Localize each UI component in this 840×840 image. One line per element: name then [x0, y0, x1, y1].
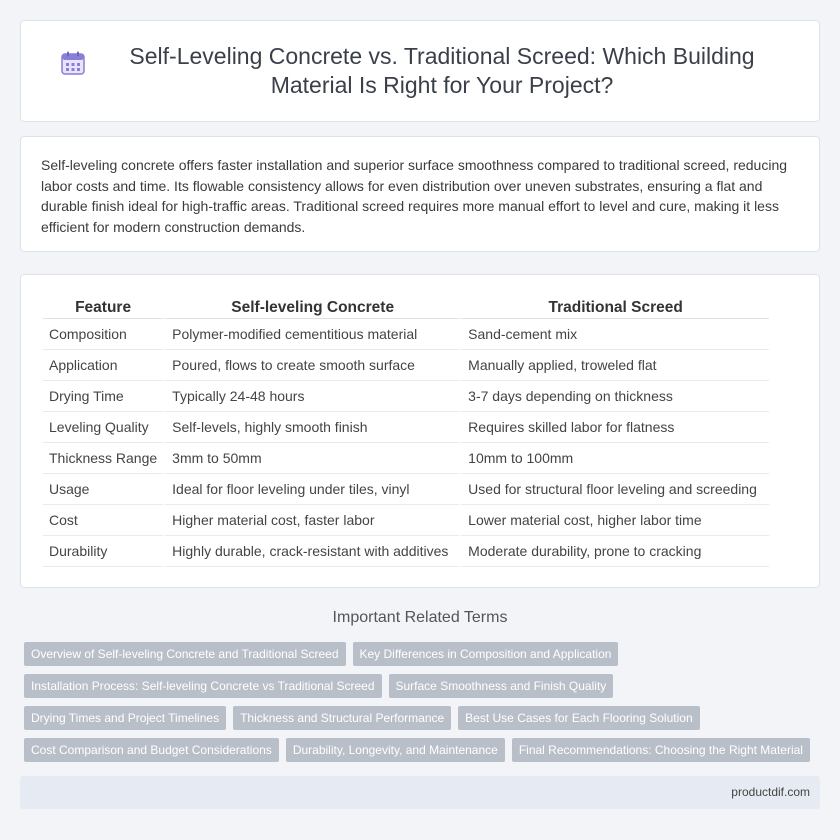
table-cell: Application: [43, 350, 163, 381]
related-term-tag[interactable]: Installation Process: Self-leveling Concrete vs Traditional Screed: [24, 674, 382, 698]
related-term-tag[interactable]: Final Recommendations: Choosing the Right Material: [512, 738, 810, 762]
related-term-tag[interactable]: Overview of Self-leveling Concrete and Traditional Screed: [24, 642, 346, 666]
related-term-tag[interactable]: Thickness and Structural Performance: [233, 706, 451, 730]
table-cell: Poured, flows to create smooth surface: [163, 350, 459, 381]
footer-site-link[interactable]: productdif.com: [731, 785, 810, 799]
table-cell: Lower material cost, higher labor time: [459, 505, 769, 536]
table-row: [43, 412, 769, 443]
table-cell: Polymer-modified cementitious material: [163, 319, 459, 350]
header-traditional: Traditional Screed: [459, 297, 769, 319]
tag-row: [24, 642, 824, 666]
related-term-tag[interactable]: Cost Comparison and Budget Considerations: [24, 738, 279, 762]
table-row: [43, 443, 769, 474]
table-cell: Ideal for floor leveling under tiles, vinyl: [163, 474, 459, 505]
table-cell: Usage: [43, 474, 163, 505]
table-cell: Drying Time: [43, 381, 163, 412]
table-cell: Highly durable, crack-resistant with additives: [163, 536, 459, 567]
tag-row: [24, 738, 824, 762]
table-cell: Durability: [43, 536, 163, 567]
related-terms-list: [24, 642, 824, 770]
comparison-table: [43, 297, 769, 567]
header-feature: Feature: [43, 297, 163, 319]
related-term-tag[interactable]: Drying Times and Project Timelines: [24, 706, 226, 730]
title-card: [20, 20, 820, 122]
related-term-tag[interactable]: Surface Smoothness and Finish Quality: [389, 674, 614, 698]
table-cell: Requires skilled labor for flatness: [459, 412, 769, 443]
related-term-tag[interactable]: Key Differences in Composition and Application: [353, 642, 619, 666]
page-title: Self-Leveling Concrete vs. Traditional Screed: Which Building Material Is Right for Your Project?: [129, 43, 755, 98]
table-cell: Used for structural floor leveling and screeding: [459, 474, 769, 505]
table-cell: Cost: [43, 505, 163, 536]
table-header-row: [43, 297, 769, 319]
table-cell: Higher material cost, faster labor: [163, 505, 459, 536]
table-row: [43, 505, 769, 536]
table-cell: Self-levels, highly smooth finish: [163, 412, 459, 443]
table-cell: 3mm to 50mm: [163, 443, 459, 474]
table-cell: 10mm to 100mm: [459, 443, 769, 474]
intro-paragraph: Self-leveling concrete offers faster installation and superior surface smoothness compared to traditional screed, reducing labor costs and time. Its flowable consistency allows for even distribution over uneven substrates, ensuring a flat and durable finish ideal for high-traffic areas. Traditional screed requires more manual effort to level and cure, making it less efficient for modern construction demands.: [41, 157, 788, 235]
table-cell: Thickness Range: [43, 443, 163, 474]
related-terms-heading: Important Related Terms: [332, 609, 508, 626]
calendar-icon: [60, 50, 86, 76]
table-row: [43, 350, 769, 381]
related-term-tag[interactable]: Best Use Cases for Each Flooring Solution: [458, 706, 699, 730]
header-self-leveling: Self-leveling Concrete: [163, 297, 459, 319]
footer: [20, 776, 820, 809]
table-cell: Typically 24-48 hours: [163, 381, 459, 412]
tag-row: [24, 674, 824, 698]
title-wrap: [60, 42, 780, 100]
table-cell: Moderate durability, prone to cracking: [459, 536, 769, 567]
table-cell: Composition: [43, 319, 163, 350]
table-cell: Leveling Quality: [43, 412, 163, 443]
table-cell: Manually applied, troweled flat: [459, 350, 769, 381]
table-row: [43, 536, 769, 567]
tag-row: [24, 706, 824, 730]
related-term-tag[interactable]: Durability, Longevity, and Maintenance: [286, 738, 505, 762]
table-cell: Sand-cement mix: [459, 319, 769, 350]
table-row: [43, 474, 769, 505]
intro-card: [20, 136, 820, 252]
comparison-table-card: [20, 274, 820, 588]
table-cell: 3-7 days depending on thickness: [459, 381, 769, 412]
table-row: [43, 381, 769, 412]
table-row: [43, 319, 769, 350]
